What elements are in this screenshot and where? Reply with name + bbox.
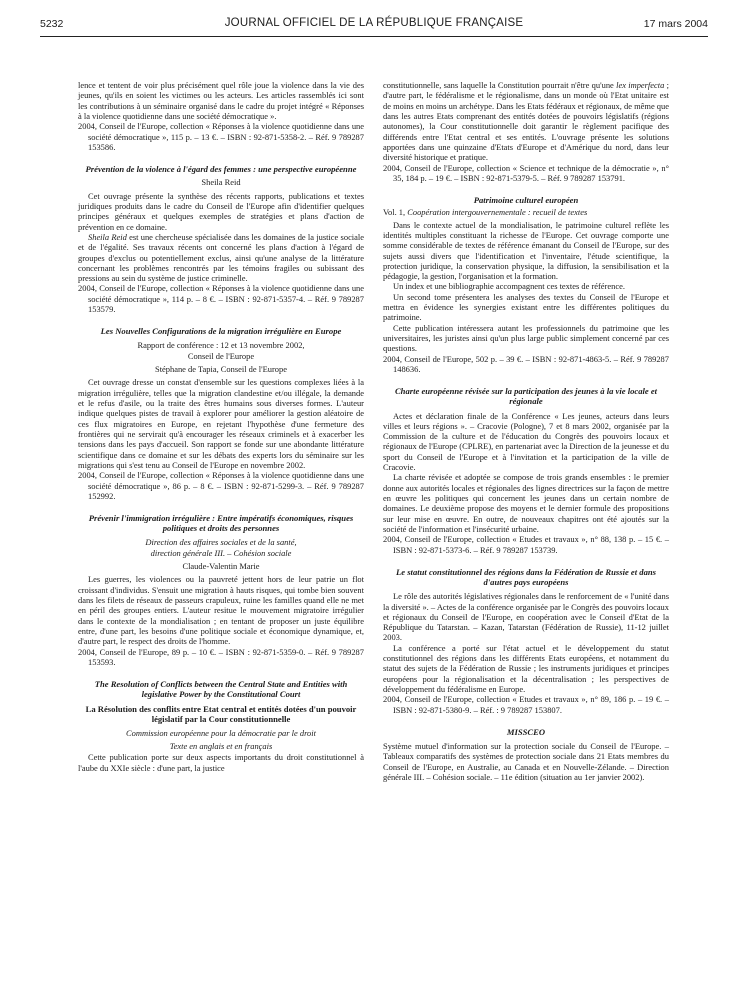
section-title-french: La Résolution des conflits entre Etat central et entités dotées d'un pouvoir législatif par la Cour constitutionnelle bbox=[85, 703, 357, 724]
directorate: Direction des affaires sociales et de la santé, bbox=[145, 536, 297, 547]
text: ; d'autre part, le fédéralisme et le régionalisme, dans un monde où l'Etat unitaire est de moins en moins un archétype. Dans les Etats fédéraux et régionaux, de même que dans les autres Etats comprenant des entités dotées de pouvoirs législatifs (régions autonomes), la Cour constitutionnelle doit garantir le règlement pacifique des différends entre l'Etat central et ses entités. L'ouvrage présente les solutions apportées dans une quinzaine d'Etats d'Europe et d'Amérique du nord, dans leur diversité historique et pratique. bbox=[383, 80, 669, 163]
publication-reference: 2004, Conseil de l'Europe, collection « Etudes et travaux », n° 89, 186 p. – 19 €. – ISBN : 92-871-5380-9. – Réf. : 9 789287 153807. bbox=[383, 694, 669, 715]
paragraph: La charte révisée et adoptée se compose de trois grands ensembles : le premier donne aux autorités locales et régionales des lignes directrices sur la façon de mettre en œuvre les politiques qui concernent les jeunes dans un certain nombre de domaines. Le deuxième propose des moyens et le dernier formule des propositions sur leur mise en œuvre. En outre, de nouveaux chapitres ont été ajoutés sur la société de l'information et l'insécurité urbaine. bbox=[383, 472, 669, 534]
volume-title: Coopération intergouvernementale : recueil de textes bbox=[407, 207, 588, 218]
latin-term: lex imperfecta bbox=[616, 80, 665, 90]
paragraph: Un second tome présentera les analyses des textes du Conseil de l'Europe et mettra en évidence les synergies existant entre les différentes politiques du patrimoine. bbox=[383, 291, 669, 323]
publication-reference: 2004, Conseil de l'Europe, collection « Réponses à la violence quotidienne dans une société démocratique », 115 p. – 13 €. – ISBN : 92-871-5358-2. – Réf. 9 789287 153586. bbox=[78, 121, 364, 152]
paragraph: Un index et une bibliographie accompagnent ces textes de référence. bbox=[393, 281, 625, 292]
subtitle: Rapport de conférence : 12 et 13 novembre 2002, bbox=[137, 339, 305, 350]
paragraph: Dans le contexte actuel de la mondialisation, le patrimoine culturel reflète les identités multiples constituant la richesse de l'Europe. Cet ouvrage comporte une somme considérable de textes de référence émanant du Conseil de l'Europe, sur des sujets aussi divers que l'identification et l'inventaire, l'étude scientifique, la protection juridique, la conservation physique, la diffusion, la sensibilisation et la pédagogie, la gestion, l'organisation et la formation. bbox=[383, 219, 669, 282]
paragraph: Les guerres, les violences ou la pauvreté jettent hors de leur patrie un flot croissant d'individus. S'ensuit une migration à hauts risques, qui tombe bien souvent dans les filets de réseaux de passeurs crapuleux, ruine les familles quand elle ne met en péril des groupes entiers. L'auteur resitue le mouvement migratoire irrégulier dans le contexte de la mondialisation ; en tentant de proposer un juste équilibre entre, d'une part, les besoins d'une politique sociale et économique dynamique, et, d'autre part, le respect des droits de l'homme. bbox=[78, 574, 364, 647]
journal-title: JOURNAL OFFICIEL DE LA RÉPUBLIQUE FRANÇAISE bbox=[224, 17, 524, 29]
volume-number: Vol. 1, bbox=[383, 207, 408, 218]
directorate: direction générale III. – Cohésion sociale bbox=[150, 547, 292, 558]
language-note: Texte en anglais et en français bbox=[169, 741, 273, 752]
author: Stéphane de Tapia, Conseil de l'Europe bbox=[155, 364, 287, 375]
publication-reference: 2004, Conseil de l'Europe, collection « Science et technique de la démocratie », n° 35, 184 p. – 19 €. – ISBN : 92-871-5379-5. – Réf. 9 789287 153791. bbox=[383, 162, 669, 183]
author-bio bbox=[78, 232, 364, 284]
publication-reference: 2004, Conseil de l'Europe, 502 p. – 39 €. – ISBN : 92-871-4863-5. – Réf. 9 789287 148636. bbox=[383, 353, 669, 374]
section-title: Prévention de la violence à l'égard des femmes : une perspective européenne bbox=[85, 164, 357, 175]
page-number: 5232 bbox=[40, 18, 64, 30]
author: Claude-Valentin Marie bbox=[182, 561, 260, 572]
left-column bbox=[78, 80, 364, 773]
commission: Commission européenne pour la démocratie par le droit bbox=[126, 727, 316, 738]
author-name: Sheila Reid bbox=[88, 231, 127, 242]
paragraph: Cet ouvrage dresse un constat d'ensemble sur les questions complexes liées à la migration irrégulière, telles que la migration clandestine et/ou illégale, la demande et le refus d'asile, ou la traite des êtres humains sous diverses formes. L'auteur indique quelques pistes de travail à explorer pour améliorer la gestion aléatoire de ces flux migratoires en Europe, en rejetant l'hypothèse d'une fermeture des frontières qui ne servirait qu'à encourager les réseaux criminels et à exacerber les tensions dans les pays d'accueil. Son rapport se fonde sur une abondante littérature scientifique dans ce domaine et sur les débats des experts lors du séminaire sur les migrations qui s'est tenu au Conseil de l'Europe en novembre 2002. bbox=[78, 377, 364, 470]
section-title: Le statut constitutionnel des régions dans la Fédération de Russie et dans d'autres pays européens bbox=[396, 566, 656, 588]
section-title: Patrimoine culturel européen bbox=[473, 195, 579, 206]
author: Sheila Reid bbox=[201, 177, 241, 188]
subtitle: Conseil de l'Europe bbox=[187, 350, 255, 361]
publication-reference: 2004, Conseil de l'Europe, 89 p. – 10 €. – ISBN : 92-871-5359-0. – Réf. 9 789287 153593. bbox=[78, 646, 364, 667]
section-title: MISSCEO bbox=[506, 726, 546, 737]
section-title: Charte européenne révisée sur la participation des jeunes à la vie locale et régionale bbox=[394, 386, 658, 407]
text: constitutionnelle, sans laquelle la Constitution pourrait n'être qu'une bbox=[383, 80, 617, 90]
publication-reference: 2004, Conseil de l'Europe, collection « Etudes et travaux », n° 88, 138 p. – 15 €. – ISBN : 92-871-5373-6. – Réf. 9 789287 153739. bbox=[383, 534, 669, 555]
volume-line bbox=[383, 207, 669, 217]
header-rule bbox=[40, 36, 708, 37]
publication-reference: 2004, Conseil de l'Europe, collection « Réponses à la violence quotidienne dans une société démocratique », 86 p. – 8 €. – ISBN : 92-871-5299-3. – Réf. 9 789287 152992. bbox=[78, 470, 364, 501]
intro-continuation: lence et tentent de voir plus précisément quel rôle joue la violence dans la vie des jeunes, qu'ils en soient les victimes ou les acteurs. Les articles rassemblés ici sont les contributions à un séminaire organisé dans le cadre du projet intégré « Réponses à la violence quotidienne dans une société démocratique ». bbox=[78, 80, 364, 121]
paragraph: Actes et déclaration finale de la Conférence « Les jeunes, acteurs dans leurs villes et leurs régions ». – Cracovie (Pologne), 7 et 8 mars 2002, organisée par la Commission de la culture et de l'éducation du Congrès des pouvoirs locaux et régionaux de l'Europe (CPLRE), en partenariat avec la Direction de la jeunesse et du sport du Conseil de l'Europe et à l'invitation et la participation de la ville de Cracovie. bbox=[383, 410, 669, 473]
right-column bbox=[383, 80, 669, 782]
paragraph: Cette publication intéressera autant les professionnels du patrimoine que les universitaires, les juristes ainsi qu'un plus large public simplement concerné par ces questions. bbox=[383, 322, 669, 354]
issue-date: 17 mars 2004 bbox=[643, 18, 708, 30]
publication-reference: 2004, Conseil de l'Europe, collection « Réponses à la violence quotidienne dans une société démocratique », 114 p. – 8 €. – ISBN : 92-871-5357-4. – Réf. 9 789287 153579. bbox=[78, 283, 364, 315]
paragraph: Système mutuel d'information sur la protection sociale du Conseil de l'Europe. – Tableaux comparatifs des systèmes de protection sociale dans 21 Etats membres du Conseil de l'Europe, en Australie, au Canada et en Nouvelle-Zélande. – Direction générale III. – Cohésion sociale. – 11e édition (situation au 1er janvier 2002). bbox=[383, 741, 669, 783]
section-title: Prévenir l'immigration irrégulière : Entre impératifs économiques, risques politiques et droits des personnes bbox=[88, 513, 354, 534]
paragraph: La conférence a porté sur l'état actuel et le développement du statut constitutionnel des régions dans les différents Etats européens, et notamment du statut des sujets de la Fédération de Russie ; les instruments juridiques et principes européens pour la régionalisation et la décentralisation ; les perspectives de développement du fédéralisme en Europe. bbox=[383, 642, 669, 695]
paragraph: Le rôle des autorités législatives régionales dans le renforcement de « l'unité dans la diversité ». – Actes de la conférence organisée par le Congrès des pouvoirs locaux et régionaux du Conseil de l'Europe, en coopération avec le Conseil d'Etat de la République du Tatarstan. – Kazan, Tatarstan (Fédération de Russie), 11-12 juillet 2003. bbox=[383, 591, 669, 643]
page-header bbox=[40, 16, 708, 34]
bio-text: est une chercheuse spécialisée dans les domaines de la justice sociale et de l'égalité. Ses travaux récents ont concerné les plans d'action à l'égard de groupes d'exclus ou potentiellement exclus, ainsi qu'une analyse de la littérature concernant les problèmes rencontrés par les témoins fragiles ou subissant des pressions au sein du système de justice criminelle. bbox=[78, 231, 364, 284]
section-title-english: The Resolution of Conflicts between the Central State and Entities with legislative Power by the Constitutional Court bbox=[94, 679, 348, 700]
paragraph: Cet ouvrage présente la synthèse des récents rapports, publications et textes juridiques produits dans le cadre du Conseil de l'Europe afin d'identifier quelques principes généraux et quelques exemples de stratégies et plans d'action de prévention en ce domaine. bbox=[78, 190, 364, 232]
section-title: Les Nouvelles Configurations de la migration irrégulière en Europe bbox=[100, 326, 342, 337]
continued-paragraph bbox=[383, 80, 669, 163]
paragraph: Cette publication porte sur deux aspects importants du droit constitutionnel à l'aube du XXIe siècle : d'une part, la justice bbox=[78, 752, 364, 773]
